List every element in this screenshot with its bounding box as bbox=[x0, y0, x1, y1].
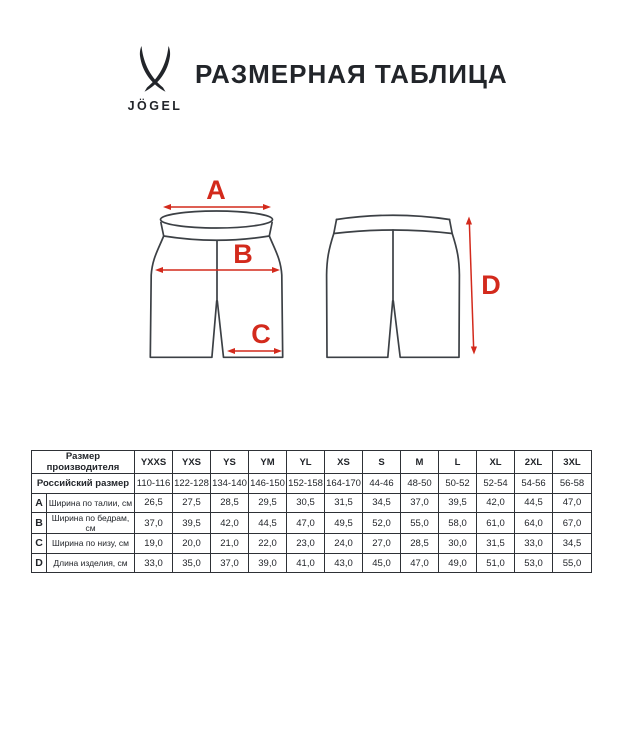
shorts-back-view-drawing bbox=[327, 215, 460, 357]
dimension-value-cell: 21,0 bbox=[211, 534, 249, 554]
dimension-value-cell: 39,0 bbox=[249, 553, 287, 573]
size-code-cell: YM bbox=[249, 451, 287, 474]
dimension-value-cell: 34,5 bbox=[553, 534, 592, 554]
dimension-value-cell: 52,0 bbox=[363, 513, 401, 534]
dimension-label-b: B bbox=[233, 239, 253, 269]
size-code-cell: 2XL bbox=[515, 451, 553, 474]
dimension-value-cell: 41,0 bbox=[287, 553, 325, 573]
size-code-cell: M bbox=[401, 451, 439, 474]
dimension-letter-cell: C bbox=[32, 534, 47, 554]
dimension-value-cell: 23,0 bbox=[287, 534, 325, 554]
dimension-value-cell: 37,0 bbox=[401, 493, 439, 513]
dimension-value-cell: 53,0 bbox=[515, 553, 553, 573]
russian-size-cell: 52-54 bbox=[477, 474, 515, 494]
dimension-value-cell: 28,5 bbox=[211, 493, 249, 513]
russian-size-cell: 146-150 bbox=[249, 474, 287, 494]
russian-size-cell: 48-50 bbox=[401, 474, 439, 494]
dimension-value-cell: 44,5 bbox=[515, 493, 553, 513]
russian-size-header: Российский размер bbox=[32, 474, 135, 494]
dimension-value-cell: 35,0 bbox=[173, 553, 211, 573]
dimension-value-cell: 33,0 bbox=[515, 534, 553, 554]
dimension-name-cell: Ширина по талии, см bbox=[47, 493, 135, 513]
dimension-row-b bbox=[32, 513, 592, 534]
dimension-value-cell: 24,0 bbox=[325, 534, 363, 554]
dimension-value-cell: 45,0 bbox=[363, 553, 401, 573]
russian-size-cell: 56-58 bbox=[553, 474, 592, 494]
dimension-value-cell: 28,5 bbox=[401, 534, 439, 554]
dimension-value-cell: 20,0 bbox=[173, 534, 211, 554]
dimension-value-cell: 49,0 bbox=[439, 553, 477, 573]
size-code-cell: S bbox=[363, 451, 401, 474]
dimension-row-a bbox=[32, 493, 592, 513]
dimension-row-c bbox=[32, 534, 592, 554]
size-code-cell: XL bbox=[477, 451, 515, 474]
russian-size-cell: 54-56 bbox=[515, 474, 553, 494]
manufacturer-size-row bbox=[32, 451, 592, 474]
dimension-value-cell: 61,0 bbox=[477, 513, 515, 534]
dimension-value-cell: 55,0 bbox=[401, 513, 439, 534]
dimension-value-cell: 29,5 bbox=[249, 493, 287, 513]
size-table bbox=[31, 450, 592, 573]
dimension-value-cell: 19,0 bbox=[135, 534, 173, 554]
dimension-value-cell: 39,5 bbox=[439, 493, 477, 513]
dimension-name-cell: Ширина по бедрам, см bbox=[47, 513, 135, 534]
dimension-value-cell: 67,0 bbox=[553, 513, 592, 534]
dimension-value-cell: 42,0 bbox=[211, 513, 249, 534]
size-code-cell: XS bbox=[325, 451, 363, 474]
dimension-value-cell: 39,5 bbox=[173, 513, 211, 534]
russian-size-cell: 110-116 bbox=[135, 474, 173, 494]
dimension-value-cell: 26,5 bbox=[135, 493, 173, 513]
russian-size-cell: 122-128 bbox=[173, 474, 211, 494]
dimension-value-cell: 44,5 bbox=[249, 513, 287, 534]
dimension-value-cell: 27,5 bbox=[173, 493, 211, 513]
russian-size-cell: 44-46 bbox=[363, 474, 401, 494]
dimension-value-cell: 22,0 bbox=[249, 534, 287, 554]
dimension-value-cell: 49,5 bbox=[325, 513, 363, 534]
dimension-value-cell: 64,0 bbox=[515, 513, 553, 534]
dimension-value-cell: 47,0 bbox=[401, 553, 439, 573]
dimension-value-cell: 51,0 bbox=[477, 553, 515, 573]
russian-size-cell: 152-158 bbox=[287, 474, 325, 494]
dimension-value-cell: 31,5 bbox=[477, 534, 515, 554]
dimension-label-a: A bbox=[206, 175, 226, 205]
size-table-body bbox=[32, 451, 592, 573]
dimension-value-cell: 30,0 bbox=[439, 534, 477, 554]
brand-wordmark: JÖGEL bbox=[127, 99, 183, 113]
dimension-name-cell: Ширина по низу, см bbox=[47, 534, 135, 554]
dimension-value-cell: 58,0 bbox=[439, 513, 477, 534]
manufacturer-size-header: Размер производителя bbox=[32, 451, 135, 474]
size-code-cell: YL bbox=[287, 451, 325, 474]
size-code-cell: YXXS bbox=[135, 451, 173, 474]
dimension-name-cell: Длина изделия, см bbox=[47, 553, 135, 573]
russian-size-cell: 164-170 bbox=[325, 474, 363, 494]
dimension-value-cell: 31,5 bbox=[325, 493, 363, 513]
dimension-value-cell: 42,0 bbox=[477, 493, 515, 513]
page-title: РАЗМЕРНАЯ ТАБЛИЦА bbox=[195, 59, 508, 89]
russian-size-cell: 50-52 bbox=[439, 474, 477, 494]
brand-logo-icon bbox=[137, 46, 173, 93]
dimension-value-cell: 30,5 bbox=[287, 493, 325, 513]
size-code-cell: YS bbox=[211, 451, 249, 474]
dimension-label-c: C bbox=[251, 319, 271, 349]
dimension-value-cell: 47,0 bbox=[287, 513, 325, 534]
size-code-cell: 3XL bbox=[553, 451, 592, 474]
russian-size-row bbox=[32, 474, 592, 494]
dimension-letter-cell: B bbox=[32, 513, 47, 534]
size-code-cell: YXS bbox=[173, 451, 211, 474]
dimension-value-cell: 43,0 bbox=[325, 553, 363, 573]
dimension-value-cell: 34,5 bbox=[363, 493, 401, 513]
dimension-row-d bbox=[32, 553, 592, 573]
dimension-label-d: D bbox=[481, 270, 501, 300]
shorts-measurement-diagram bbox=[0, 160, 624, 390]
dimension-value-cell: 47,0 bbox=[553, 493, 592, 513]
size-code-cell: L bbox=[439, 451, 477, 474]
russian-size-cell: 134-140 bbox=[211, 474, 249, 494]
dimension-value-cell: 55,0 bbox=[553, 553, 592, 573]
dimension-value-cell: 33,0 bbox=[135, 553, 173, 573]
dimension-value-cell: 27,0 bbox=[363, 534, 401, 554]
dimension-letter-cell: A bbox=[32, 493, 47, 513]
dimension-arrow-d bbox=[466, 217, 477, 355]
dimension-value-cell: 37,0 bbox=[135, 513, 173, 534]
dimension-value-cell: 37,0 bbox=[211, 553, 249, 573]
dimension-letter-cell: D bbox=[32, 553, 47, 573]
